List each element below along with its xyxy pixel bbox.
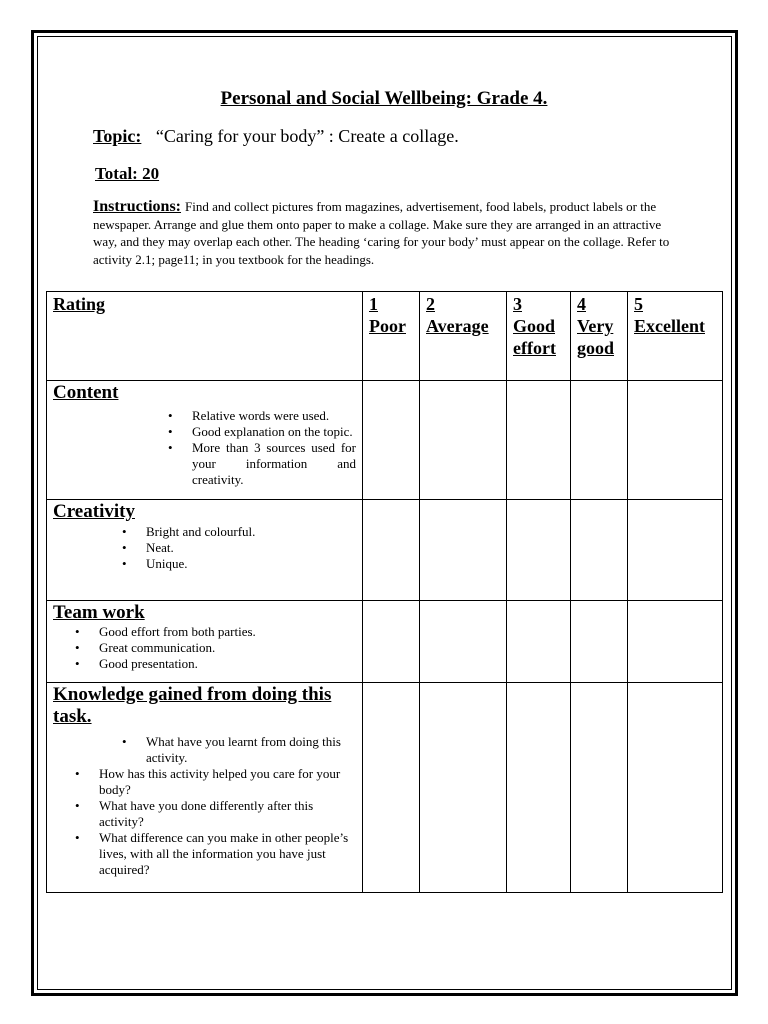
row-title-creativity: Creativity — [53, 501, 135, 522]
list-item: • Unique. — [146, 556, 362, 572]
score-cell[interactable] — [507, 500, 571, 601]
instructions-label: Instructions: — [93, 198, 182, 215]
score-cell[interactable] — [628, 381, 723, 500]
list-item: • More than 3 sources used for your information and creativity. — [192, 440, 356, 488]
rating-3-header: 3 Good effort — [507, 292, 571, 381]
rubric-table — [46, 291, 723, 893]
topic-label: Topic: — [93, 126, 142, 146]
score-cell[interactable] — [420, 601, 507, 683]
score-cell[interactable] — [363, 500, 420, 601]
criterion-cell-team-work — [47, 601, 363, 683]
score-cell[interactable] — [571, 381, 628, 500]
score-cell[interactable] — [420, 500, 507, 601]
list-item: • Relative words were used. — [192, 408, 356, 424]
score-cell[interactable] — [571, 601, 628, 683]
criterion-cell-content — [47, 381, 363, 500]
creativity-bullets — [146, 524, 362, 572]
content-bullets — [192, 408, 356, 488]
list-item: • How has this activity helped you care for your body? — [99, 766, 356, 798]
score-cell[interactable] — [628, 500, 723, 601]
list-item: • What difference can you make in other people’s lives, with all the information you have just acquired? — [99, 830, 356, 878]
team-work-bullets — [99, 624, 362, 672]
document-title: Personal and Social Wellbeing: Grade 4. — [220, 88, 548, 109]
score-cell[interactable] — [628, 601, 723, 683]
criterion-cell-knowledge — [47, 683, 363, 893]
rating-5-header: 5 Excellent — [628, 292, 723, 381]
list-item: • Good presentation. — [99, 656, 362, 672]
score-cell[interactable] — [507, 381, 571, 500]
score-cell[interactable] — [363, 381, 420, 500]
total-score: Total: 20 — [95, 164, 160, 183]
header-row — [47, 292, 723, 381]
score-cell[interactable] — [507, 601, 571, 683]
table-row-content — [47, 381, 723, 500]
list-item: • Good explanation on the topic. — [192, 424, 356, 440]
criterion-cell-creativity — [47, 500, 363, 601]
list-item: • Neat. — [146, 540, 362, 556]
instructions-text: Find and collect pictures from magazines, advertisement, food labels, product labels or the newspaper. Arrange and glue them onto paper to make a collage. Make sure they are arranged in an attractive way, and they may overlap each other. The heading ‘caring for your body’ must appear on the collage. Refer to activity 2.1; page11; in you textbook for the headings. — [93, 199, 670, 267]
score-cell[interactable] — [571, 500, 628, 601]
list-item: • Great communication. — [99, 640, 362, 656]
score-cell[interactable] — [420, 683, 507, 893]
list-item: • What have you learnt from doing this activity. — [146, 734, 356, 766]
rating-1-header: 1 Poor — [363, 292, 420, 381]
list-item: • What have you done differently after this activity? — [99, 798, 356, 830]
list-item: • Bright and colourful. — [146, 524, 362, 540]
topic-line — [93, 126, 459, 147]
rating-4-header: 4 Very good — [571, 292, 628, 381]
score-cell[interactable] — [363, 601, 420, 683]
score-cell[interactable] — [420, 381, 507, 500]
list-item: • Good effort from both parties. — [99, 624, 362, 640]
score-cell[interactable] — [628, 683, 723, 893]
instructions — [93, 198, 685, 268]
table-row-team-work — [47, 601, 723, 683]
score-cell[interactable] — [571, 683, 628, 893]
row-title-team-work: Team work — [53, 602, 145, 623]
row-title-content: Content — [53, 382, 119, 403]
topic-text: “Caring for your body” : Create a collage. — [155, 126, 459, 146]
score-cell[interactable] — [363, 683, 420, 893]
table-row-knowledge — [47, 683, 723, 893]
rating-header: Rating — [47, 292, 363, 381]
rating-2-header: 2 Average — [420, 292, 507, 381]
table-row-creativity — [47, 500, 723, 601]
knowledge-bullets — [99, 734, 356, 878]
row-title-knowledge: Knowledge gained from doing this task. — [53, 684, 332, 727]
score-cell[interactable] — [507, 683, 571, 893]
